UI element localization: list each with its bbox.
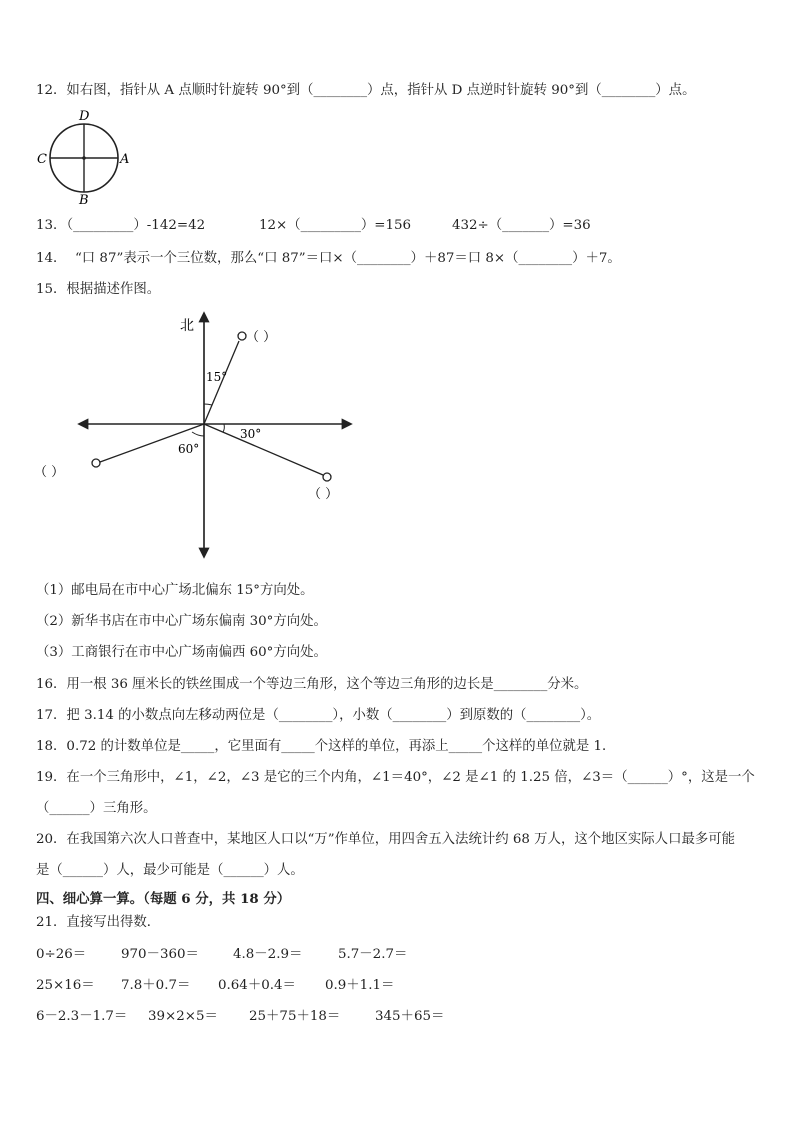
question-14: 14． “口 87”表示一个三位数，那么“口 87”＝口×（________）＋87＝口 8×（________）＋7。 (36, 251, 621, 266)
point-d-label: D (79, 109, 90, 124)
question-19-line-2: （______）三角形。 (36, 801, 157, 816)
angle-60-label: 60° (178, 442, 200, 456)
calc-r3-c2: 39×2×5＝ (148, 1009, 218, 1024)
angle-30-label: 30° (240, 427, 262, 441)
clock-circle-figure (34, 108, 134, 208)
question-15-item-2: （2）新华书店在市中心广场东偏南 30°方向处。 (36, 614, 327, 629)
calc-r2-c2: 7.8＋0.7＝ (121, 978, 191, 993)
ray-east-south-30 (204, 424, 323, 475)
calc-r2-c3: 0.64＋0.4＝ (218, 978, 296, 993)
question-13-part2: 12×（_________）=156 (259, 218, 412, 233)
bank-blank: （ ） (34, 465, 65, 480)
calc-r1-c4: 5.7－2.7＝ (338, 947, 408, 962)
calc-r1-c2: 970－360＝ (121, 947, 199, 962)
calc-r3-c1: 6－2.3－1.7＝ (36, 1009, 128, 1024)
calc-r1-c1: 0÷26＝ (36, 947, 87, 962)
bank-point (92, 459, 100, 467)
bookstore-point (323, 473, 331, 481)
question-15: 15．根据描述作图。 (36, 282, 161, 297)
question-19-line-1: 19．在一个三角形中，∠1，∠2，∠3 是它的三个内角，∠1＝40°，∠2 是∠1 的 1.25 倍，∠3＝（______）°，这是一个 (36, 770, 755, 785)
post-office-blank: （ ） (246, 330, 277, 345)
calc-r3-c3: 25＋75＋18＝ (249, 1009, 341, 1024)
angle-15-label: 15° (206, 370, 228, 384)
post-office-point (238, 332, 246, 340)
question-21: 21．直接写出得数． (36, 915, 161, 930)
question-18: 18．0.72 的计数单位是_____，它里面有_____个这样的单位，再添上_____个这样的单位就是 1． (36, 739, 616, 754)
question-17: 17．把 3.14 的小数点向左移动两位是（________），小数（________）到原数的（________）。 (36, 708, 601, 723)
question-15-item-1: （1）邮电局在市中心广场北偏东 15°方向处。 (36, 583, 314, 598)
point-b-label: B (79, 193, 89, 208)
calc-r2-c4: 0.9＋1.1＝ (325, 978, 395, 993)
question-20-line-2: 是（______）人，最少可能是（______）人。 (36, 863, 304, 878)
calc-r1-c3: 4.8－2.9＝ (233, 947, 303, 962)
question-12: 12．如右图，指针从 A 点顺时针旋转 90°到（________）点，指针从 D 点逆时针旋转 90°到（________）点。 (36, 83, 696, 98)
question-16: 16．用一根 36 厘米长的铁丝围成一个等边三角形，这个等边三角形的边长是________分米。 (36, 677, 588, 692)
section-4-title: 四、细心算一算。（每题 6 分，共 18 分） (36, 891, 291, 907)
point-a-label: A (120, 152, 130, 167)
calc-r3-c4: 345＋65＝ (375, 1009, 445, 1024)
north-label: 北 (180, 318, 194, 334)
question-15-item-3: （3）工商银行在市中心广场南偏西 60°方向处。 (36, 645, 327, 660)
bookstore-blank: （ ） (308, 487, 339, 502)
point-c-label: C (37, 152, 47, 167)
question-13-part1: 13．（_________）-142=42 (36, 218, 206, 233)
question-20-line-1: 20．在我国第六次人口普查中，某地区人口以“万”作单位，用四舍五入法统计约 68 万人，这个地区实际人口最多可能 (36, 832, 736, 847)
direction-diagram (30, 308, 370, 563)
question-13-part3: 432÷（_______）=36 (452, 218, 591, 233)
calc-r2-c1: 25×16＝ (36, 978, 95, 993)
